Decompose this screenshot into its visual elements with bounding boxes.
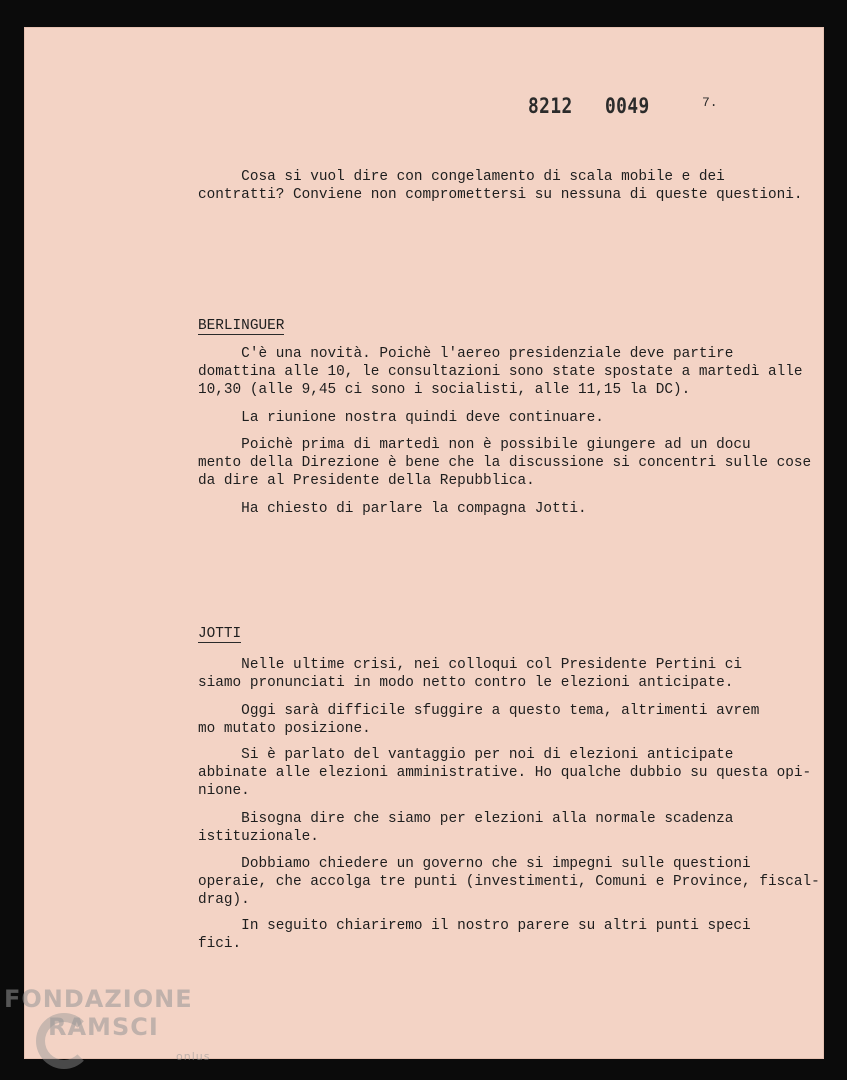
g-logo-icon (36, 1013, 92, 1069)
paragraph: Si è parlato del vantaggio per noi di elezioni anticipate abbinate alle elezioni amministrative. Ho qualche dubbio su questa nione. (198, 747, 768, 799)
paragraph: In seguito chiariremo il nostro parere su altri punti speci fici. (198, 918, 751, 952)
intro-paragraph: Cosa si vuol dire con congelamento di scala mobile e dei contratti? Conviene non compromettersi su nessuna di queste (198, 169, 725, 203)
paragraph: Oggi sarà difficile sfuggire a questo tema, altrimenti avrem mo mutato posizione. (198, 703, 760, 737)
page-number: 7. (702, 95, 718, 110)
paragraph: Dobbiamo chiedere un governo che si impegni sulle questioni operaie, che accolga tre punti (investimenti, Comuni e Province, drag). (198, 856, 751, 908)
paragraph: Poichè prima di martedì non è possibile giungere ad un docu mento della Direzione è bene che la discussione si concentri sulle da dire al Presidente della Repubblica. (198, 437, 768, 489)
speaker-jotti: JOTTI (198, 626, 242, 642)
stamp-number-a: 8212 (528, 94, 573, 118)
stamp-number-b: 0049 (604, 94, 650, 118)
watermark-line3: onlus (176, 1050, 211, 1063)
paragraph: Ha chiesto di parlare la compagna Jotti. (198, 501, 587, 517)
fondazione-gramsci-watermark (4, 985, 211, 1063)
paragraph: Bisogna dire che siamo per elezioni alla normale scadenza istituzionale. (198, 811, 734, 845)
paragraph: C'è una novità. Poichè l'aereo presidenziale deve partire domattina alle 10, le consultazioni sono state spostate a martedì 10,30 (alle 9,45 ci sono i socialisti, alle 11,15 la DC). (198, 346, 760, 398)
paragraph: La riunione nostra quindi deve continuare. (198, 410, 604, 426)
speaker-berlinguer: BERLINGUER (198, 318, 285, 334)
watermark-line1: FONDAZIONE (4, 985, 193, 1013)
archive-stamp (528, 94, 650, 118)
paragraph: Nelle ultime crisi, nei colloqui col Presidente Pertini ci siamo pronunciati in modo netto contro le elezioni anticipate. (198, 657, 743, 691)
watermark-line2: RAMSCI (48, 1013, 159, 1041)
